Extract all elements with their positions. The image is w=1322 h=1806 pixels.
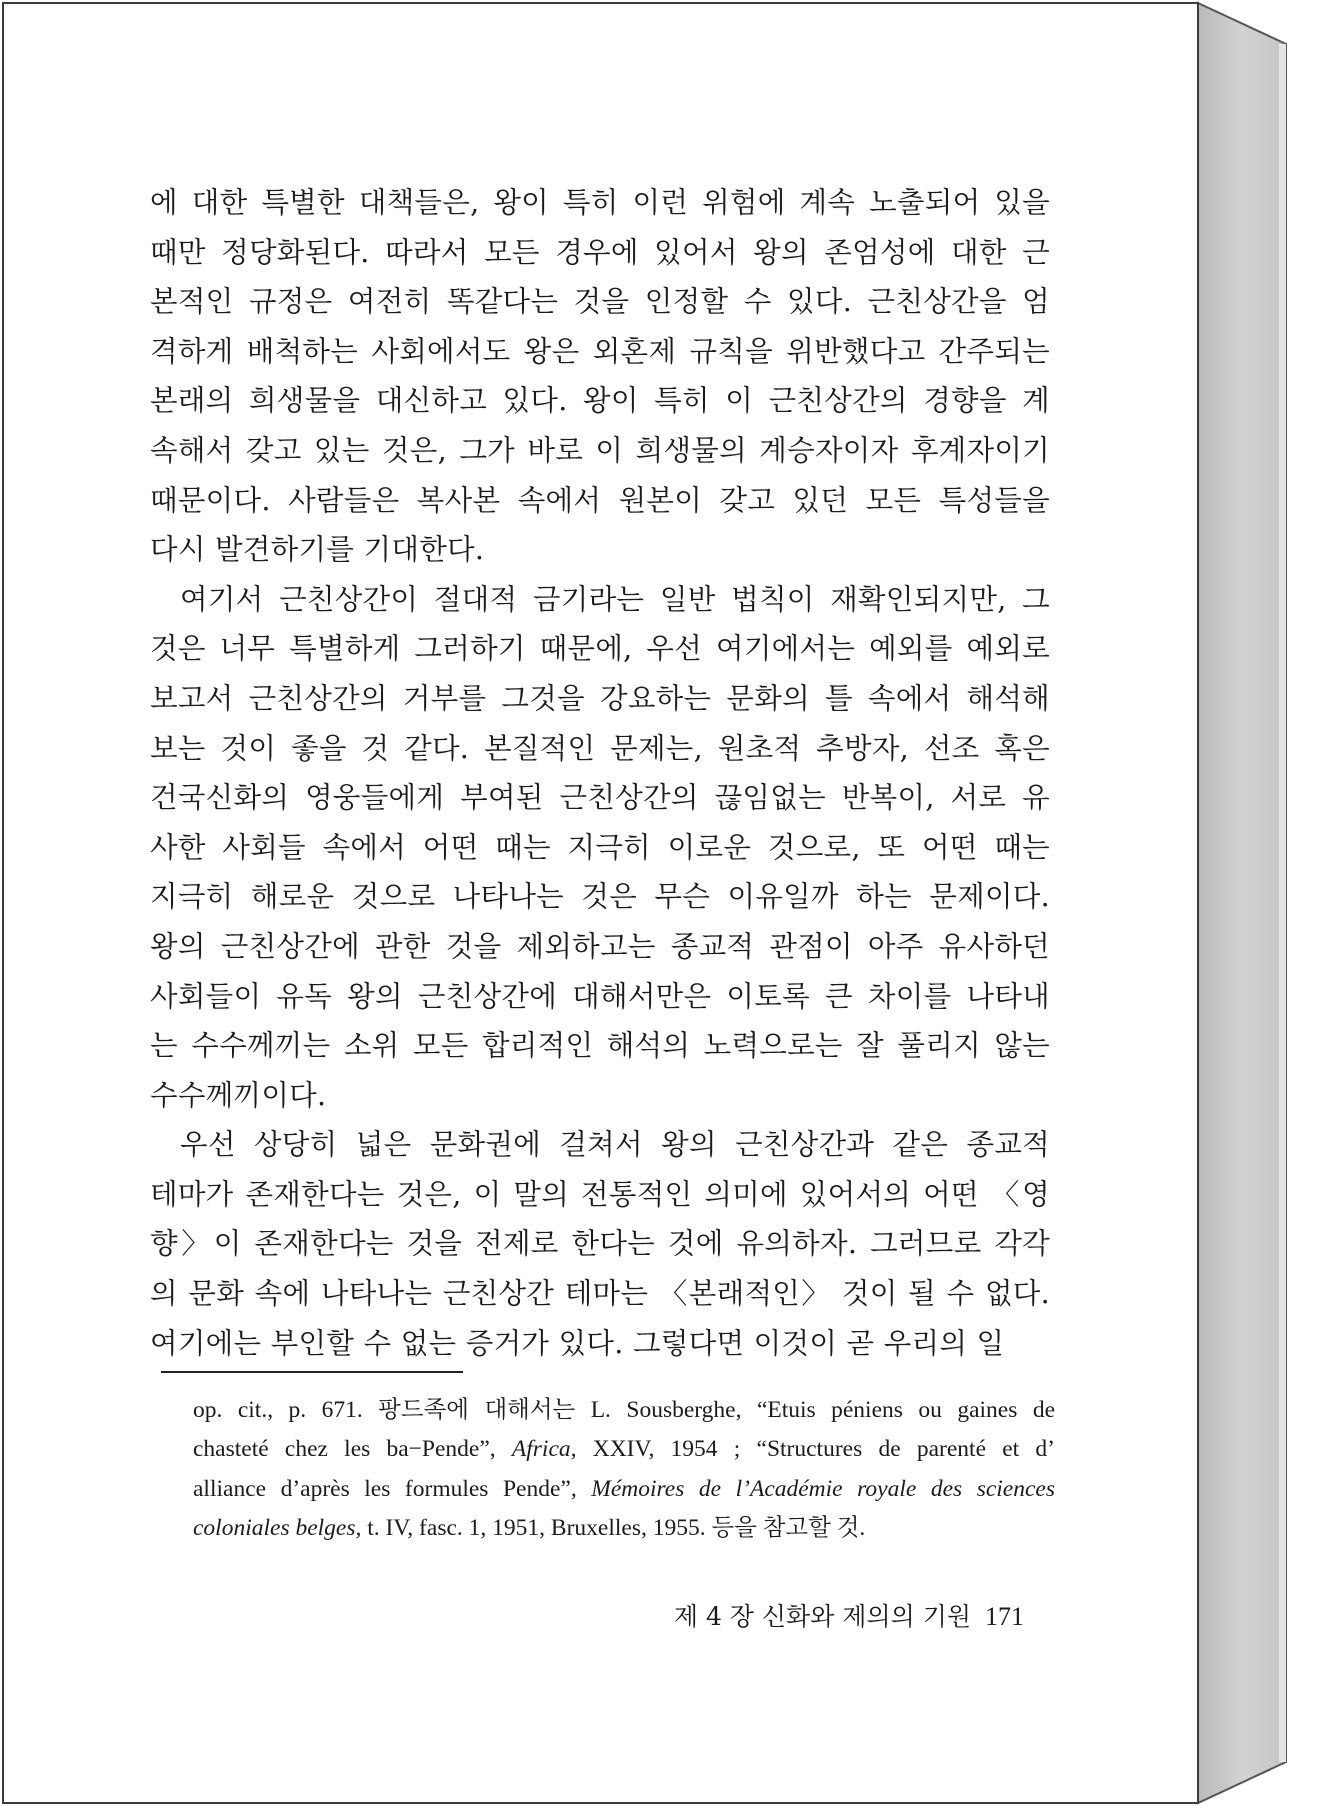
footnote-text: chasteté chez les ba−Pende”,: [193, 1436, 512, 1463]
body-text: [150, 178, 1050, 1368]
footnote-journal-title: Mémoires de l’Académie royale des sciences: [591, 1475, 1055, 1502]
footnote-text: alliance d’après les formules Pende”,: [193, 1475, 592, 1502]
text-line: 여기서 근친상간이 절대적 금기라는 일반 법칙이 재확인되지만, 그: [180, 582, 1050, 616]
text-line: 우선 상당히 넓은 문화권에 걸쳐서 왕의 근친상간과 같은 종교적: [180, 1128, 1050, 1162]
chapter-title: 제 4 장 신화와 제의의 기원: [673, 1602, 971, 1631]
footnote: [193, 1391, 1055, 1548]
text-line: 지극히 해로운 것으로 나타나는 것은 무슨 이유일까 하는 문제이다.: [150, 880, 1050, 914]
footnote-line: [193, 1391, 1055, 1430]
text-line: 의 문화 속에 나타나는 근친상간 테마는 〈본래적인〉 것이 될 수 없다.: [150, 1277, 1050, 1311]
footnote-line: [193, 1430, 1055, 1469]
text-line: 본적인 규정은 여전히 똑같다는 것을 인정할 수 있다. 근친상간을 엄: [150, 285, 1050, 319]
text-line: 본래의 희생물을 대신하고 있다. 왕이 특히 이 근친상간의 경향을 계: [150, 384, 1050, 418]
spine-face: [1198, 3, 1286, 1803]
spine-edge-highlight: [1279, 44, 1286, 1762]
text-line: 향〉이 존재한다는 것을 전제로 한다는 것에 유의하자. 그러므로 각각: [150, 1227, 1050, 1261]
text-line: 왕의 근친상간에 관한 것을 제외하고는 종교적 관점이 아주 유사하던: [150, 929, 1050, 963]
text-line: 수수께끼이다.: [150, 1078, 327, 1112]
text-line: 건국신화의 영웅들에게 부여된 근친상간의 끊임없는 반복이, 서로 유: [150, 781, 1050, 815]
paragraph: [150, 1120, 1050, 1368]
text-line: 사한 사회들 속에서 어떤 때는 지극히 이로운 것으로, 또 어떤 때는: [150, 830, 1050, 864]
footnote-journal-title: Africa,: [511, 1436, 577, 1463]
footnote-text: op. cit., p. 671. 팡드족에 대해서는 L. Sousberghe, “Etuis péniens ou gaines de: [193, 1397, 1055, 1423]
text-line: 사회들이 유독 왕의 근친상간에 대해서만은 이토록 큰 차이를 나타내: [150, 979, 1050, 1013]
text-line: 여기에는 부인할 수 없는 증거가 있다. 그렇다면 이것이 곧 우리의 일: [150, 1326, 1005, 1360]
footnote-divider: [161, 1371, 463, 1373]
text-line: 속해서 갖고 있는 것은, 그가 바로 이 희생물의 계승자이자 후계자이기: [150, 433, 1050, 467]
text-line: 때만 정당화된다. 따라서 모든 경우에 있어서 왕의 존엄성에 대한 근: [150, 235, 1050, 269]
text-line: 때문이다. 사람들은 복사본 속에서 원본이 갖고 있던 모든 특성들을: [150, 483, 1050, 517]
text-line: 테마가 존재한다는 것은, 이 말의 전통적인 의미에 있어서의 어떤 〈영: [150, 1177, 1050, 1211]
page-sheet: [4, 4, 1196, 1800]
text-line: 것은 너무 특별하게 그러하기 때문에, 우선 여기에서는 예외를 예외로: [150, 632, 1050, 666]
text-line: 격하게 배척하는 사회에서도 왕은 외혼제 규칙을 위반했다고 간주되는: [150, 334, 1050, 368]
footnote-line: [193, 1470, 1055, 1509]
text-line: 보고서 근친상간의 거부를 그것을 강요하는 문화의 틀 속에서 해석해: [150, 681, 1050, 715]
footnote-journal-title: coloniales belges,: [193, 1514, 362, 1541]
text-line: 보는 것이 좋을 것 같다. 본질적인 문제는, 원초적 추방자, 선조 혹은: [150, 731, 1050, 765]
footnote-text: t. IV, fasc. 1, 1951, Bruxelles, 1955. 등을 참고할 것.: [361, 1514, 866, 1541]
running-footer: [644, 1600, 1024, 1634]
text-line: 는 수수께끼는 소위 모든 합리적인 해석의 노력으로는 잘 풀리지 않는: [150, 1029, 1050, 1063]
text-line: 다시 발견하기를 기대한다.: [150, 533, 485, 567]
text-line: 에 대한 특별한 대책들은, 왕이 특히 이런 위험에 계속 노출되어 있을: [150, 186, 1050, 219]
paragraph: [150, 178, 1050, 575]
footnote-line: [193, 1509, 1055, 1548]
footnote-text: XXIV, 1954 ; “Structures de parenté et d’: [576, 1436, 1055, 1463]
page-number: 171: [985, 1602, 1024, 1631]
paragraph: [150, 575, 1050, 1121]
